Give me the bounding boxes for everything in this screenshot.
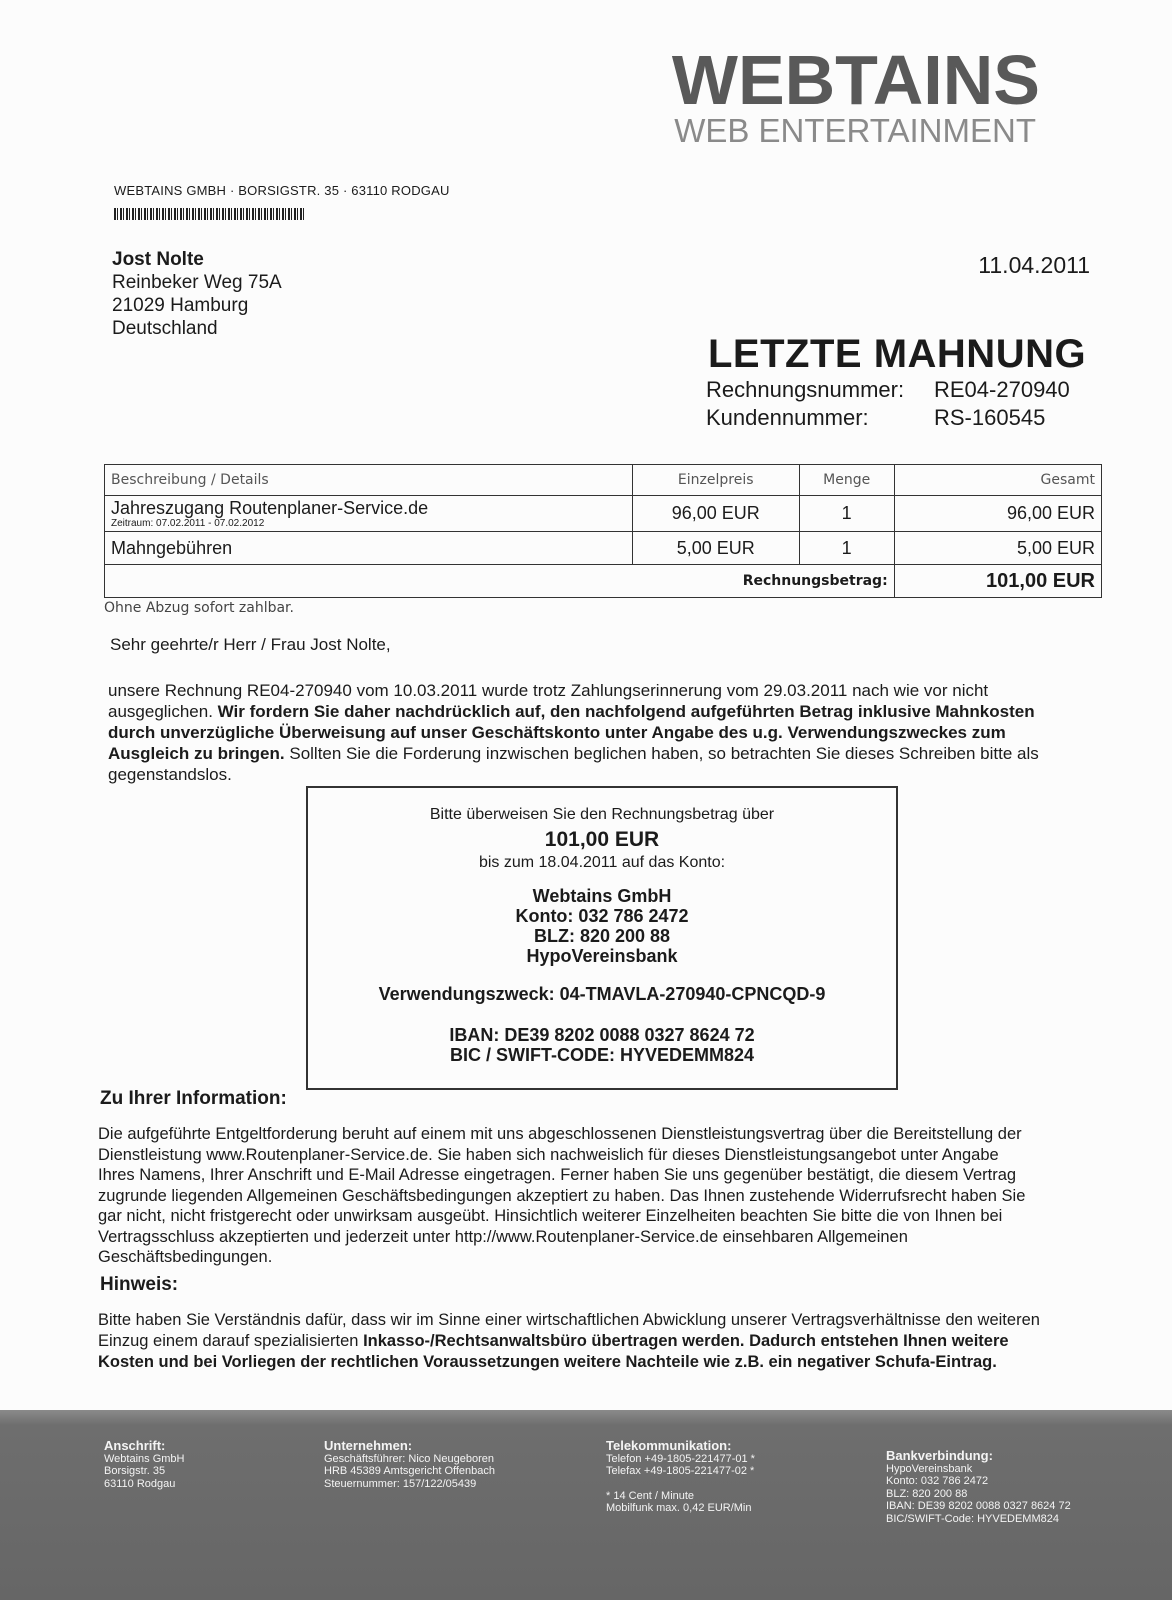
footer-company-line: Geschäftsführer: Nico Neugeboren: [324, 1452, 494, 1465]
customer-number-value: RS-160545: [934, 405, 1046, 430]
row-desc-period: Zeitraum: 07.02.2011 - 07.02.2012: [111, 518, 265, 529]
row-desc: Mahngebühren: [105, 532, 633, 565]
company-logo: [0, 32, 1172, 112]
payment-box: [306, 786, 898, 1090]
invoice-sum-value: 101,00 EUR: [894, 565, 1101, 598]
table-header-row: [105, 465, 1102, 496]
recipient-address: [112, 248, 282, 340]
footer-bank-line: HypoVereinsbank: [886, 1462, 973, 1475]
footer-company-heading: Unternehmen:: [324, 1438, 413, 1453]
payment-account: Konto: 032 786 2472: [515, 906, 689, 926]
row-total: 5,00 EUR: [894, 532, 1101, 565]
footer-address-heading: Anschrift:: [104, 1438, 166, 1453]
table-row: [105, 496, 1102, 532]
footer-bank-line: BIC/SWIFT-Code: HYVEDEMM824: [886, 1512, 1059, 1525]
footer-address-line: Borsigstr. 35: [104, 1465, 166, 1477]
payment-deadline: bis zum 18.04.2011 auf das Konto:: [478, 854, 726, 871]
footer-address-line: Webtains GmbH: [104, 1452, 185, 1465]
footer-telecom-line: Mobilfunk max. 0,42 EUR/Min: [606, 1502, 752, 1514]
body-text-1: unsere Rechnung RE04-270940 vom 10.03.2011 wurde trotz Zahlungserinnerung vom 29.03.2011 nach wie vor nicht ausgeglichen.: [108, 681, 989, 721]
footer-telecom-line: * 14 Cent / Minute: [606, 1489, 695, 1502]
header-unit: Einzelpreis: [632, 465, 799, 496]
footer-telecom-heading: Telekommunikation:: [606, 1438, 732, 1453]
footer-bank-heading: Bankverbindung:: [886, 1448, 993, 1463]
footer-bank-line: Konto: 032 786 2472: [886, 1475, 989, 1487]
row-total: 96,00 EUR: [894, 496, 1101, 532]
logo-tagline-text: WEB ENTERTAINMENT: [674, 112, 1036, 149]
greeting: Sehr geehrte/r Herr / Frau Jost Nolte,: [110, 635, 391, 654]
payment-amount: 101,00 EUR: [544, 828, 660, 851]
body-paragraph: [108, 680, 1073, 785]
footer-bank-line: IBAN: DE39 8202 0088 0327 8624 72: [886, 1500, 1071, 1512]
recipient-street: Reinbeker Weg 75A: [112, 272, 282, 293]
sender-line: WEBTAINS GMBH · BORSIGSTR. 35 · 63110 RODGAU: [114, 183, 450, 198]
payment-bank-details: [308, 886, 896, 966]
row-unit: 96,00 EUR: [632, 496, 799, 532]
document-title: LETZTE MAHNUNG: [708, 332, 1087, 376]
payment-intl: [308, 1025, 896, 1065]
payment-company: Webtains GmbH: [532, 886, 672, 906]
row-unit: 5,00 EUR: [632, 532, 799, 565]
header-qty: Menge: [799, 465, 894, 496]
logo-tagline: [0, 112, 1172, 162]
payment-iban: IBAN: DE39 8202 0088 0327 8624 72: [449, 1025, 755, 1045]
customer-number-label: Kundennummer:: [706, 405, 869, 430]
invoice-meta: [706, 376, 1070, 432]
hint-heading: Hinweis:: [100, 1274, 179, 1295]
hint-text-bold: Inkasso-/Rechtsanwaltsbüro übertragen werden. Dadurch entstehen Ihnen weitere Kosten und bei Vorliegen der rechtlichen Voraussetzungen weitere Nachteile wie z.B. ein negativer Schufa-Eintrag.: [98, 1332, 1009, 1371]
payment-blz: BLZ: 820 200 88: [533, 926, 671, 946]
footer-bank: [886, 1450, 1071, 1525]
info-heading: Zu Ihrer Information:: [100, 1088, 287, 1109]
table-sum-row: [105, 565, 1102, 598]
row-qty: 1: [799, 532, 894, 565]
row-desc-cell: [105, 496, 633, 532]
logo-brand-text: WEBTAINS: [671, 41, 1040, 112]
recipient-country: Deutschland: [112, 318, 218, 339]
footer: [0, 1410, 1172, 1600]
recipient-city: 21029 Hamburg: [112, 295, 249, 316]
invoice-number-label: Rechnungsnummer:: [706, 377, 905, 402]
payment-bank-name: HypoVereinsbank: [526, 946, 678, 966]
footer-company-line: HRB 45389 Amtsgericht Offenbach: [324, 1465, 496, 1477]
payment-bic: BIC / SWIFT-CODE: HYVEDEMM824: [449, 1045, 755, 1065]
footer-company: [324, 1440, 495, 1490]
hint-paragraph: [98, 1310, 1068, 1373]
invoice-number-value: RE04-270940: [934, 377, 1070, 402]
invoice-sum-label: Rechnungsbetrag:: [105, 565, 895, 598]
hint-text: Bitte haben Sie Verständnis dafür, dass wir im Sinne einer wirtschaftlichen Abwicklung unserer Vertragsverhältnisse den weiteren Einzug einem darauf spezialisierten: [98, 1311, 1040, 1350]
payment-purpose: Verwendungszweck: 04-TMAVLA-270940-CPNCQD-9: [378, 984, 826, 1004]
header-total: Gesamt: [894, 465, 1101, 496]
footer-telecom-line: Telefon +49-1805-221477-01 *: [606, 1452, 755, 1465]
footer-address-line: 63110 Rodgau: [104, 1477, 176, 1490]
row-qty: 1: [799, 496, 894, 532]
body-text-bold: Wir fordern Sie daher nachdrücklich auf, den nachfolgend aufgeführten Betrag inklusive Mahnkosten durch unverzügliche Überweisung auf unser Geschäftskonto unter Angabe des u.g. Verwendungszweckes zum Ausgleich zu bringen.: [108, 702, 1035, 763]
letter-date: 11.04.2011: [978, 252, 1090, 278]
postal-barcode: [114, 208, 306, 220]
footer-telecom: [606, 1440, 755, 1515]
footer-telecom-line: Telefax +49-1805-221477-02 *: [606, 1465, 755, 1477]
invoice-table: [104, 464, 1102, 598]
row-desc: Jahreszugang Routenplaner-Service.de: [111, 498, 429, 518]
footer-bank-line: BLZ: 820 200 88: [886, 1487, 968, 1500]
table-row: [105, 532, 1102, 565]
footer-address: [104, 1440, 185, 1490]
payment-note: Ohne Abzug sofort zahlbar.: [104, 600, 294, 616]
footer-company-line: Steuernummer: 157/122/05439: [324, 1477, 477, 1490]
info-text: Die aufgeführte Entgeltforderung beruht auf einem mit uns abgeschlossenen Dienstleistungsvertrag über die Bereitstellung der Dienstleistung www.Routenplaner-Service.de. Sie haben sich nachweislich für dieses Dienstleistungsangebot unter Angabe Ihres Namens, Ihrer Anschrift und E-Mail Adresse eingetragen. Ferner haben Sie uns gegenüber bestätigt, die diesem Vertrag zugrunde liegenden Allgemeinen Geschäftsbedingungen akzeptiert zu haben. Das Ihnen zustehende Widerrufsrecht haben Sie gar nicht, nicht fristgerecht oder unwirksam ausgeübt. Hinsichtlich weiterer Einzelheiten beachten Sie bitte die von Ihnen bei Vertragsschluss akzeptierten und jederzeit unter http://www.Routenplaner-Service.de einsehbaren Allgemeinen Geschäftsbedingungen.: [98, 1125, 1026, 1266]
payment-intro: Bitte überweisen Sie den Rechnungsbetrag über: [429, 806, 775, 823]
body-text-2: Sollten Sie die Forderung inzwischen beglichen haben, so betrachten Sie dieses Schreiben bitte als gegenstandslos.: [108, 744, 1039, 784]
recipient-name: Jost Nolte: [112, 249, 204, 270]
header-desc: Beschreibung / Details: [105, 465, 633, 496]
